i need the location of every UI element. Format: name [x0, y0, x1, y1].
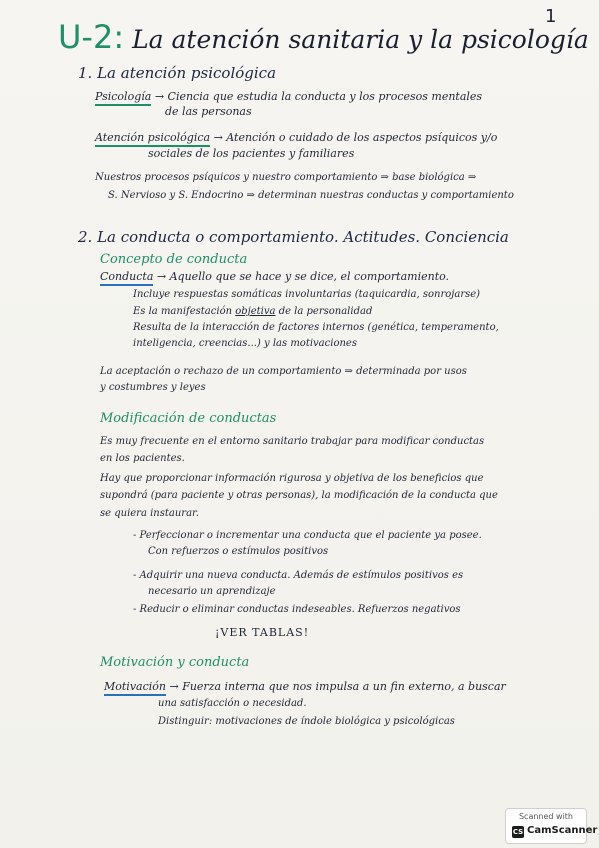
conducta-def: Aquello que se hace y se dice, el comportamiento. [169, 270, 450, 283]
camscanner-badge [505, 808, 598, 844]
psicologia-line [95, 90, 482, 103]
ver-tablas-note: ¡VER TABLAS! [215, 626, 310, 639]
arrow-icon: → [213, 131, 223, 144]
atencion-def-2: sociales de los pacientes y familiares [148, 147, 355, 160]
motivacion-term: Motivación [104, 680, 166, 696]
section-2-heading: 2. La conducta o comportamiento. Actitudes. Conciencia [78, 228, 509, 246]
psicologia-term: Psicología [95, 90, 151, 106]
atencion-term: Atención psicológica [95, 131, 210, 147]
bullet-2a: - Adquirir una nueva conducta. Además de estímulos positivos es [133, 570, 464, 581]
modificacion-heading: Modificación de conductas [100, 411, 277, 426]
atencion-line [95, 131, 497, 144]
badge-name: CamScanner [527, 825, 598, 836]
conducta-term: Conducta [100, 270, 153, 286]
atencion-def-1: Atención o cuidado de los aspectos psíquicos y/o [226, 131, 498, 144]
unit-label: U-2: [58, 18, 125, 56]
motivacion-def-2: una satisfacción o necesidad. [158, 698, 307, 709]
concepto-heading: Concepto de conducta [100, 252, 248, 267]
procesos-line-2: S. Nervioso y S. Endocrino ⇒ determinan nuestras conductas y comportamiento [108, 190, 514, 201]
motivacion-line [104, 680, 506, 693]
arrow-icon: → [156, 270, 167, 283]
objetiva-word: objetiva [235, 306, 276, 317]
frecuente-line-2: en los pacientes. [100, 453, 185, 464]
incluye-line: Incluye respuestas somáticas involuntarias (taquicardia, sonrojarse) [133, 289, 481, 300]
badge-top-text: Scanned with [518, 812, 574, 821]
procesos-line-1: Nuestros procesos psíquicos y nuestro comportamiento ⇒ base biológica ⇒ [95, 172, 477, 183]
frecuente-line-1: Es muy frecuente en el entorno sanitario trabajar para modificar conductas [100, 436, 485, 447]
bullet-2b: necesario un aprendizaje [148, 586, 276, 597]
bullet-1a: - Perfeccionar o incrementar una conducta que el paciente ya posee. [133, 530, 482, 541]
hay-line-1: Hay que proporcionar información rigurosa y objetiva de los beneficios que [100, 473, 484, 484]
title-text: La atención sanitaria y la psicología [132, 25, 589, 54]
distinguir-line: Distinguir: motivaciones de índole biológica y psicológicas [158, 716, 455, 727]
psicologia-def-1: Ciencia que estudia la conducta y los procesos mentales [167, 90, 483, 103]
bullet-3: - Reducir o eliminar conductas indeseables. Refuerzos negativos [133, 604, 461, 615]
bullet-1b: Con refuerzos o estímulos positivos [148, 546, 329, 557]
page-title [58, 18, 589, 56]
manifestacion-text-a: Es la manifestación [133, 306, 233, 317]
motivacion-heading: Motivación y conducta [100, 655, 250, 670]
manifestacion-line [133, 306, 372, 317]
motivacion-def-1: Fuerza interna que nos impulsa a un fin externo, a buscar [182, 680, 506, 693]
aceptacion-line-2: y costumbres y leyes [100, 382, 206, 393]
arrow-icon: → [154, 90, 165, 103]
section-1-heading: 1. La atención psicológica [78, 64, 277, 82]
resulta-line-2: inteligencia, creencias...) y las motivaciones [133, 338, 357, 349]
manifestacion-text-c: de la personalidad [278, 306, 373, 317]
psicologia-def-2: de las personas [165, 105, 252, 118]
hay-line-3: se quiera instaurar. [100, 508, 199, 519]
conducta-line [100, 270, 449, 283]
aceptacion-line-1: La aceptación o rechazo de un comportamiento ⇒ determinada por usos [100, 366, 467, 377]
resulta-line-1: Resulta de la interacción de factores internos (genética, temperamento, [133, 322, 499, 333]
page-number: 1 [545, 6, 557, 27]
camscanner-logo-icon: CS [512, 828, 524, 836]
arrow-icon: → [169, 680, 179, 693]
hay-line-2: supondrá (para paciente y otras personas), la modificación de la conducta que [100, 490, 498, 501]
